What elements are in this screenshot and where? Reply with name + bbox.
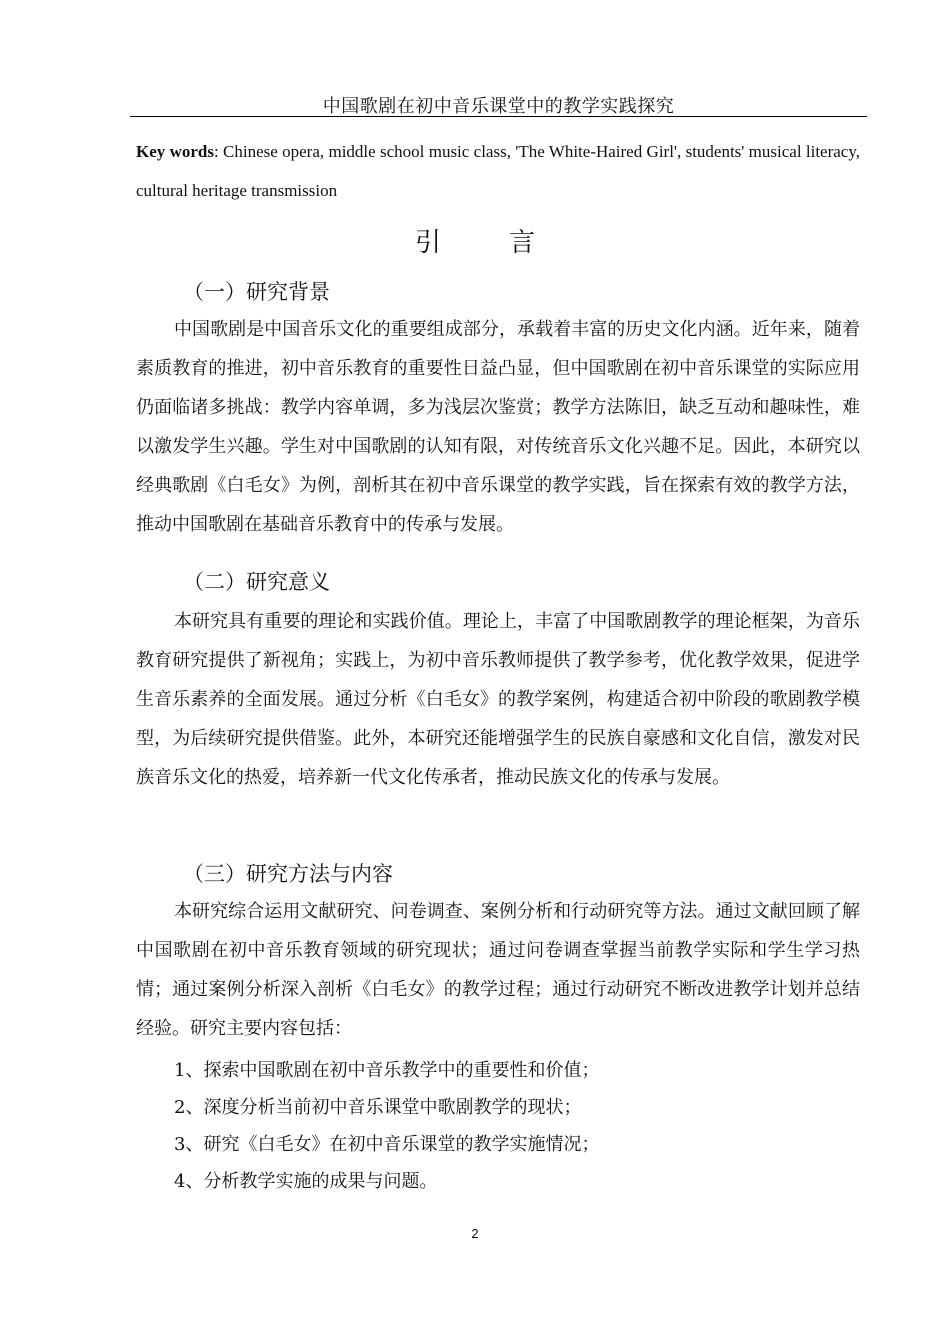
paragraph-research-methods: 本研究综合运用文献研究、问卷调查、案例分析和行动研究等方法。通过文献回顾了解中国歌剧在初中音乐教育领域的研究现状；通过问卷调查掌握当前教学实际和学生学习热情；通过案例分析深入剖析《白毛女》的教学过程；通过行动研究不断改进教学计划并总结经验。研究主要内容包括： [136,901,860,1039]
header-rule [130,116,867,117]
keywords-label: Key words [136,142,214,161]
heading-research-methods: （三）研究方法与内容 [183,862,393,886]
paragraph-research-significance: 本研究具有重要的理论和实践价值。理论上，丰富了中国歌剧教学的理论框架，为音乐教育研究提供了新视角；实践上，为初中音乐教师提供了教学参考，优化教学效果，促进学生音乐素养的全面发展。通过分析《白毛女》的教学案例，构建适合初中阶段的歌剧教学模型，为后续研究提供借鉴。此外，本研究还能增强学生的民族自豪感和文化自信，激发对民族音乐文化的热爱，培养新一代文化传承者，推动民族文化的传承与发展。 [136,611,860,788]
running-header: 中国歌剧在初中音乐课堂中的教学实践探究 [322,96,675,117]
list-item: 2、深度分析当前初中音乐课堂中歌剧教学的现状； [174,1097,582,1118]
list-item: 1、探索中国歌剧在初中音乐教学中的重要性和价值； [174,1060,600,1081]
paragraph-research-background: 中国歌剧是中国音乐文化的重要组成部分，承载着丰富的历史文化内涵。近年来，随着素质教育的推进，初中音乐教育的重要性日益凸显，但中国歌剧在初中音乐课堂的实际应用仍面临诸多挑战：教学内容单调，多为浅层次鉴赏；教学方法陈旧，缺乏互动和趣味性，难以激发学生兴趣。学生对中国歌剧的认知有限，对传统音乐文化兴趣不足。因此，本研究以经典歌剧《白毛女》为例，剖析其在初中音乐课堂的教学实践，旨在探索有效的教学方法，推动中国歌剧在基础音乐教育中的传承与发展。 [136,319,860,535]
page-number: 2 [471,1226,479,1241]
heading-research-background: （一）研究背景 [183,280,330,304]
list-item: 3、研究《白毛女》在初中音乐课堂的教学实施情况； [174,1134,600,1155]
keywords-text: : Chinese opera, middle school music class, 'The White-Haired Girl', students' musical literacy, cultural heritage transmission [136,142,860,200]
list-item: 4、分析教学实施的成果与问题。 [174,1171,438,1192]
heading-research-significance: （二）研究意义 [183,570,330,594]
keywords-paragraph [136,132,860,210]
content-list [174,1052,860,1200]
section-title: 引言 [414,228,603,258]
